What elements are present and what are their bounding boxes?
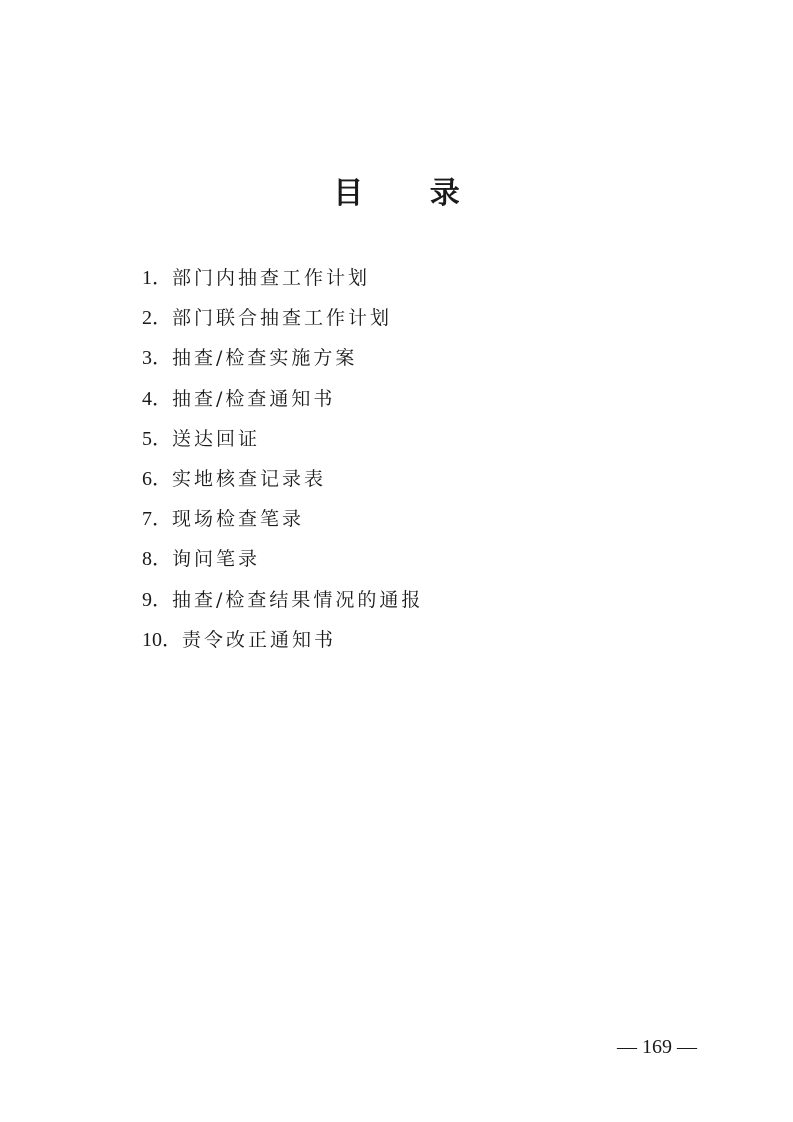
list-item [142,258,702,298]
page-number: — 169 — [617,1036,697,1058]
item-number: 4． [142,387,172,410]
item-text: 抽查/检查实施方案 [172,347,358,370]
item-number: 2． [142,307,172,330]
item-number: 10． [142,628,182,651]
item-number: 5． [142,427,172,450]
item-number: 7． [142,508,172,531]
item-number: 1． [142,267,172,289]
list-item [142,580,702,620]
item-text: 抽查/检查结果情况的通报 [172,588,424,611]
list-item [142,499,702,539]
item-number: 3． [142,347,172,370]
list-item [142,419,702,459]
item-text: 责令改正通知书 [182,628,337,651]
list-item [142,379,702,419]
item-text: 现场检查笔录 [172,508,305,531]
item-number: 6． [142,467,172,490]
item-text: 询问笔录 [172,548,261,571]
list-item [142,539,702,579]
item-text: 抽查/检查通知书 [172,387,336,410]
list-item [142,298,702,338]
list-item [142,338,702,378]
item-text: 实地核查记录表 [172,467,327,490]
item-number: 9． [142,588,172,611]
table-of-contents [142,258,702,660]
page-title: 目 录 [333,176,488,211]
item-number: 8． [142,548,172,571]
list-item [142,459,702,499]
list-item [142,620,702,660]
item-text: 部门内抽查工作计划 [172,267,371,289]
item-text: 送达回证 [172,427,261,450]
item-text: 部门联合抽查工作计划 [172,307,393,330]
